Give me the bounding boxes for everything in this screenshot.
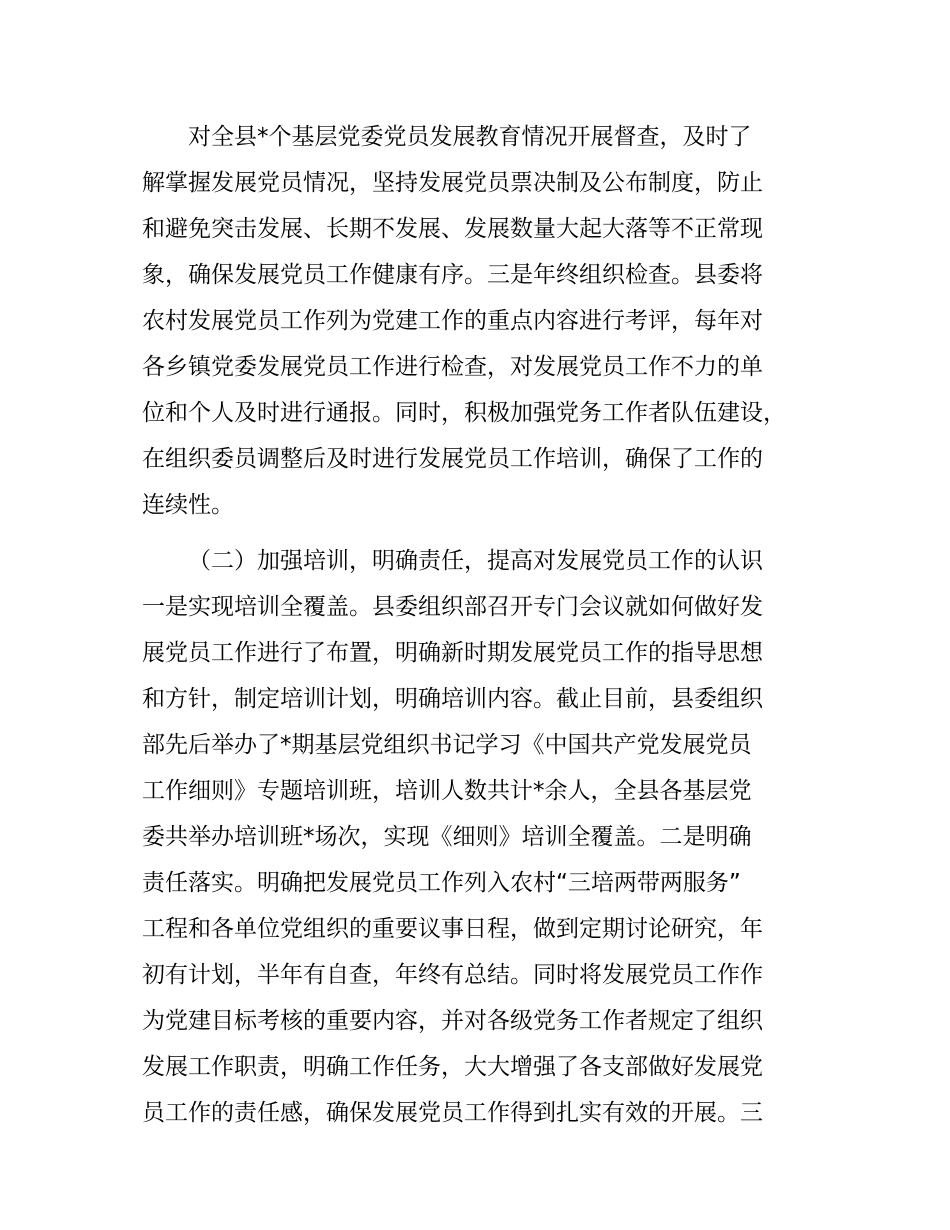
text-line: 和避免突击发展、长期不发展、发展数量大起大落等不正常现: [142, 216, 763, 242]
paragraph-oversight: [142, 114, 842, 528]
paragraph-training: [142, 538, 842, 1136]
text-line: 初有计划，半年有自查，年终有总结。同时将发展党员工作作: [142, 962, 763, 988]
text-line: 连续性。: [142, 492, 234, 518]
text-line: 部先后举办了*期基层党组织书记学习《中国共产党发展党员: [142, 732, 752, 758]
text-line: 农村发展党员工作列为党建工作的重点内容进行考评，每年对: [142, 308, 763, 334]
text-line: 工程和各单位党组织的重要议事日程，做到定期讨论研究，年: [142, 916, 763, 942]
text-line: 发展工作职责，明确工作任务，大大增强了各支部做好发展党: [142, 1054, 763, 1080]
text-line: 解掌握发展党员情况，坚持发展党员票决制及公布制度，防止: [142, 170, 763, 196]
text-line: 对全县*个基层党委党员发展教育情况开展督查，及时了: [188, 124, 752, 150]
text-line: 位和个人及时进行通报。同时，积极加强党务工作者队伍建设，: [142, 400, 786, 426]
text-line: 员工作的责任感，确保发展党员工作得到扎实有效的开展。三: [142, 1100, 763, 1126]
text-line: 责任落实。明确把发展党员工作列入农村“三培两带两服务”: [142, 870, 741, 896]
body-text: [142, 114, 842, 1136]
text-line: 工作细则》专题培训班，培训人数共计*余人，全县各基层党: [142, 778, 752, 804]
text-line: 委共举办培训班*场次，实现《细则》培训全覆盖。二是明确: [142, 824, 752, 850]
text-line: 各乡镇党委发展党员工作进行检查，对发展党员工作不力的单: [142, 354, 763, 380]
text-line: 展党员工作进行了布置，明确新时期发展党员工作的指导思想: [142, 640, 763, 666]
section-heading: （二）加强培训，明确责任，提高对发展党员工作的认识: [188, 548, 763, 574]
text-line: 和方针，制定培训计划，明确培训内容。截止目前，县委组织: [142, 686, 763, 712]
text-line: 一是实现培训全覆盖。县委组织部召开专门会议就如何做好发: [142, 594, 763, 620]
text-line: 为党建目标考核的重要内容，并对各级党务工作者规定了组织: [142, 1008, 763, 1034]
text-line: 象，确保发展党员工作健康有序。三是年终组织检查。县委将: [142, 262, 763, 288]
paragraph-gap: [142, 528, 842, 538]
text-line: 在组织委员调整后及时进行发展党员工作培训，确保了工作的: [142, 446, 763, 472]
